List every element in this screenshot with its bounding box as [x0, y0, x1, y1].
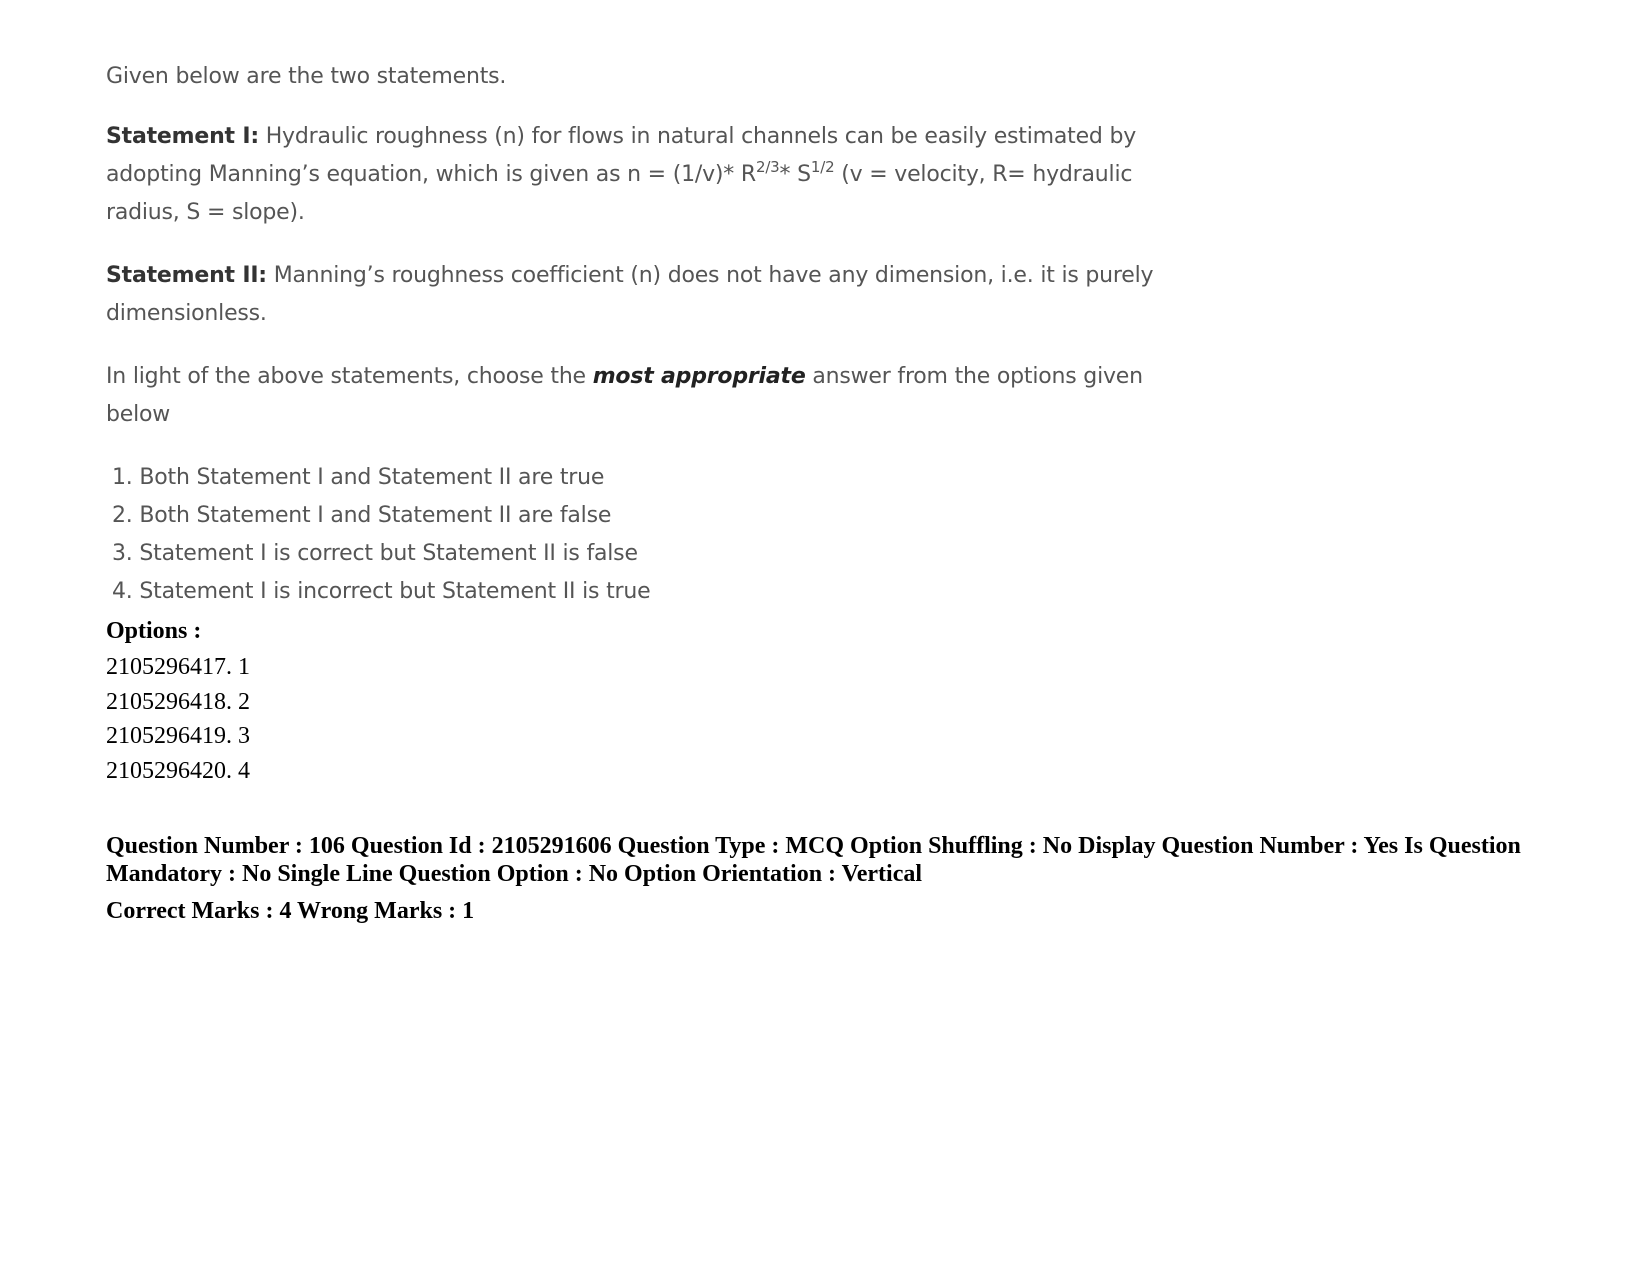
option-id-item: 2105296417. 1: [106, 654, 250, 680]
option-id-item: 2105296418. 2: [106, 688, 250, 715]
answer-choice: 3. Statement I is correct but Statement II is false: [112, 541, 638, 566]
question-intro: Given below are the two statements.: [106, 64, 507, 89]
answer-choice: 2. Both Statement I and Statement II are false: [112, 503, 612, 528]
statement-1: [106, 118, 1186, 232]
question-instruction: [106, 358, 1186, 434]
options-list: [106, 650, 250, 788]
statement-1-exponent-s: 1/2: [810, 158, 835, 176]
answer-choice-list: [106, 459, 1186, 611]
marks-line: Correct Marks : 4 Wrong Marks : 1: [106, 898, 475, 924]
statement-1-text-part-c: (v = velocity, R= hydraulic radius, S = slope).: [106, 162, 1133, 225]
option-id-item: 2105296420. 4: [106, 757, 250, 784]
question-text-block: [106, 58, 1186, 611]
option-id-item: 2105296419. 3: [106, 723, 250, 749]
question-metadata: Question Number : 106 Question Id : 2105291606 Question Type : MCQ Option Shuffling : No Display Question Number : Yes Is Question Mandatory : No Single Line Question Option : No Option Orientation : Vertical: [106, 833, 1521, 887]
statement-1-label: Statement I:: [106, 124, 259, 149]
answer-choice: 1. Both Statement I and Statement II are true: [112, 465, 605, 490]
answer-choice: 4. Statement I is incorrect but Statement II is true: [112, 579, 651, 604]
instruction-emphasis: most appropriate: [592, 364, 806, 389]
statement-1-text-part-a: Hydraulic roughness (n) for flows in natural channels can be easily estimated by adopting Manning’s equation, which is given as n = (1/v)* R: [106, 124, 1137, 187]
instruction-before: In light of the above statements, choose the: [106, 364, 593, 389]
statement-2: [106, 257, 1186, 333]
statement-2-label: Statement II:: [106, 263, 267, 288]
statement-2-text: Manning’s roughness coefficient (n) does not have any dimension, i.e. it is purely dimensionless.: [106, 263, 1154, 326]
options-heading: Options :: [106, 618, 202, 644]
statement-1-text-part-b: * S: [779, 162, 811, 187]
statement-1-exponent-r: 2/3: [755, 158, 780, 176]
instruction-after: answer from the options given below: [106, 364, 1143, 427]
